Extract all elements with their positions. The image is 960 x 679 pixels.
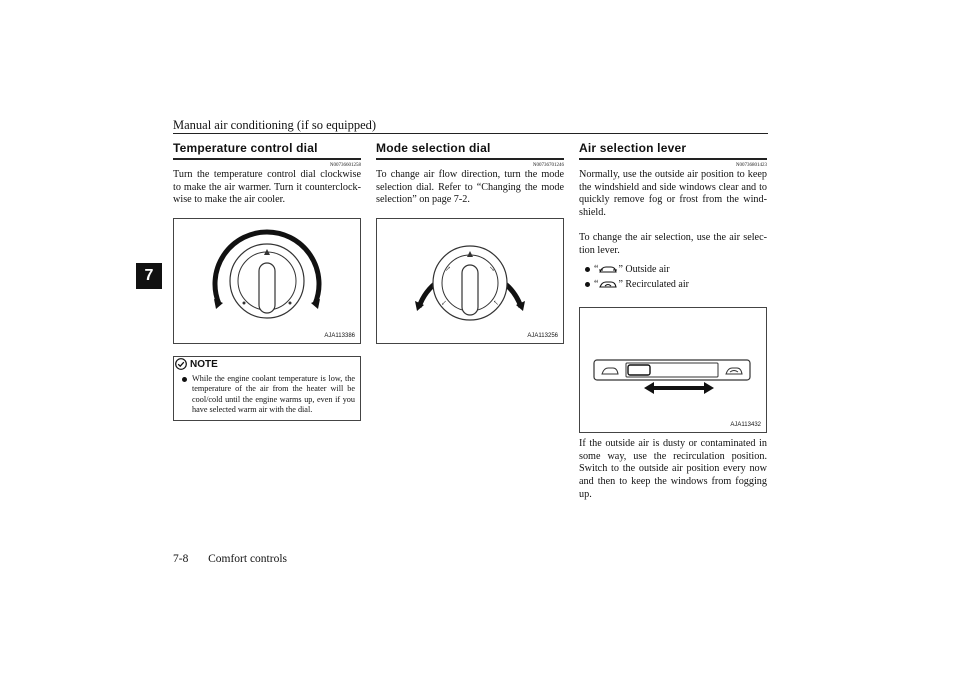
air-bullet-outside: “ ” Outside air: [585, 264, 670, 275]
temperature-section: [173, 141, 361, 207]
header-divider: [173, 133, 768, 134]
recirculated-air-icon: [598, 280, 618, 289]
air-figure-id: AJA113432: [730, 422, 761, 428]
svg-text:↙: ↙: [441, 299, 447, 307]
temperature-title: Temperature control dial: [173, 141, 318, 155]
temperature-figure-id: AJA113386: [324, 333, 355, 339]
note-label: NOTE: [190, 358, 218, 370]
mode-section: [376, 141, 564, 207]
footer-section: Comfort controls: [208, 553, 287, 565]
page-header-title: Manual air conditioning (if so equipped): [173, 118, 377, 132]
air-body-1: Normally, use the outside air position to keep the windshield and side windows clear and to quickly remove fog or frost from the wind-shield.: [579, 169, 767, 219]
air-title: Air selection lever: [579, 141, 687, 155]
temperature-code: N00736601258: [329, 163, 361, 168]
outside-air-label: ” Outside air: [618, 264, 670, 275]
air-lever-figure: [579, 307, 767, 433]
mode-dial-icon: [377, 219, 563, 343]
air-bullet-recirculated: “ ” Recirculated air: [585, 279, 689, 290]
svg-text:↘: ↘: [489, 265, 495, 273]
mode-code: N00736701246: [532, 163, 564, 168]
note-box: [173, 356, 361, 421]
air-title-rule: [579, 158, 767, 160]
temperature-body: Turn the temperature control dial clockwise to make the air warmer. Turn it counterclock-wise to make the air cooler.: [173, 169, 361, 206]
note-text: While the engine coolant temperature is low, the temperature of the air from the heater will be cool/cold until the engine warms up, even if you have selected warm air with the dial.: [174, 370, 360, 420]
svg-text:↗: ↗: [445, 265, 451, 273]
mode-body: To change air flow direction, turn the mode selection dial. Refer to “Changing the mode selection” on page 7-2.: [376, 169, 564, 206]
air-section: [579, 141, 767, 257]
temperature-title-rule: [173, 158, 361, 160]
temperature-dial-icon: [174, 219, 360, 343]
temperature-dial-figure: [173, 218, 361, 344]
air-code: N00736801423: [735, 163, 767, 168]
svg-text:↖: ↖: [493, 299, 499, 307]
air-lever-icon: [580, 308, 766, 432]
outside-air-icon: [598, 265, 618, 274]
mode-figure-id: AJA113256: [527, 333, 558, 339]
air-body-2: To change the air selection, use the air selec-tion lever.: [579, 231, 767, 256]
page-number: 7-8: [173, 553, 189, 565]
mode-title: Mode selection dial: [376, 141, 491, 155]
page-footer: [173, 553, 287, 565]
chapter-tab: 7: [136, 263, 162, 289]
air-body-3: If the outside air is dusty or contaminated in some way, use the recirculation position. Switch to the outside air position every now and then to keep the windows from fogging up.: [579, 438, 767, 500]
recirculated-air-label: ” Recirculated air: [618, 279, 689, 290]
mode-dial-figure: [376, 218, 564, 344]
note-header: [174, 357, 360, 370]
mode-title-rule: [376, 158, 564, 160]
note-icon: [175, 358, 187, 370]
